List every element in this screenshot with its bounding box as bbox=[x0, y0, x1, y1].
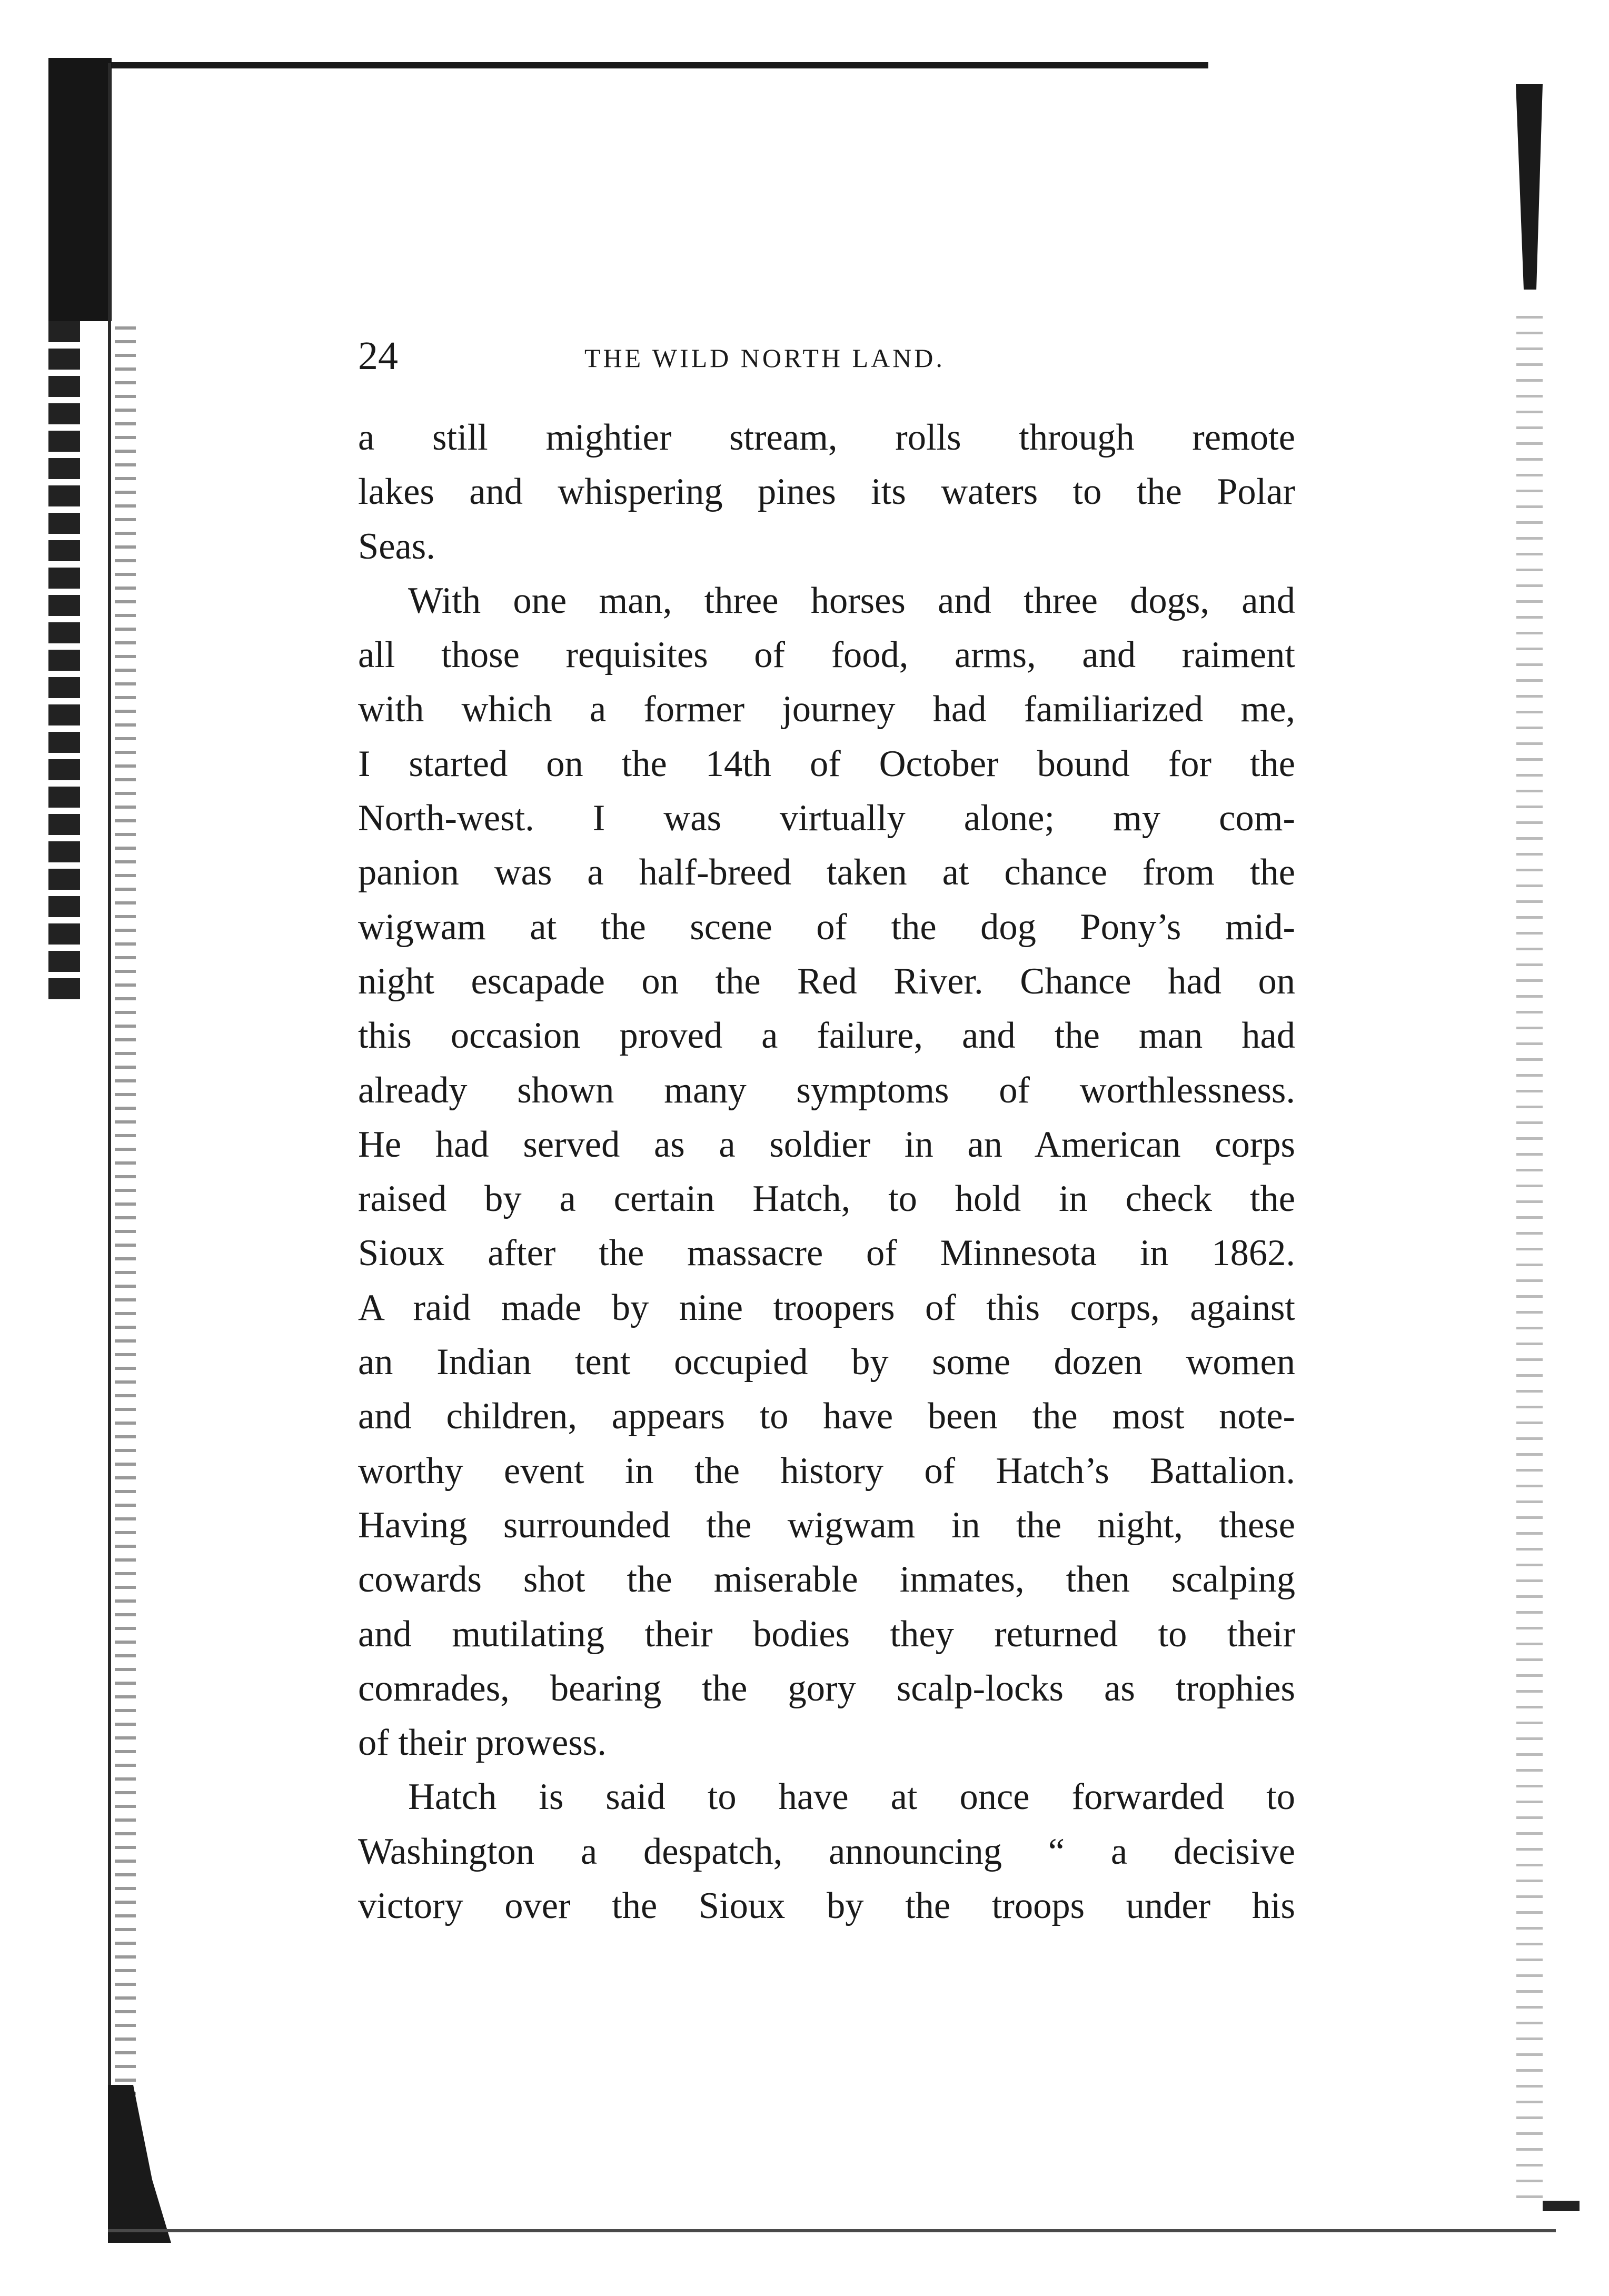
text-line: and children, appears to have been the most note- bbox=[358, 1396, 1295, 1437]
paragraph-1 bbox=[358, 411, 1295, 574]
text-line: He had served as a soldier in an American corps bbox=[358, 1124, 1295, 1165]
body-text bbox=[358, 411, 1295, 1933]
text-line: A raid made by nine troopers of this corps, against bbox=[358, 1287, 1295, 1328]
paragraph-2 bbox=[358, 574, 1295, 1771]
text-line: comrades, bearing the gory scalp-locks as trophies bbox=[358, 1667, 1295, 1709]
text-line: cowards shot the miserable inmates, then scalping bbox=[358, 1559, 1295, 1601]
running-title: THE WILD NORTH LAND. bbox=[584, 343, 945, 373]
text-line: worthy event in the history of Hatch’s Battalion. bbox=[358, 1450, 1295, 1492]
scan-edge-left-line bbox=[108, 63, 111, 2232]
bottom-rule bbox=[108, 2229, 1556, 2232]
text-line: raised by a certain Hatch, to hold in check the bbox=[358, 1178, 1295, 1220]
text-line: with which a former journey had familiarized me, bbox=[358, 689, 1295, 730]
scan-speckle-right bbox=[1516, 316, 1543, 2211]
text-line: an Indian tent occupied by some dozen women bbox=[358, 1341, 1295, 1383]
top-rule bbox=[108, 62, 1208, 68]
text-line: all those requisites of food, arms, and raiment bbox=[358, 634, 1295, 676]
text-line: night escapade on the Red River. Chance had on bbox=[358, 960, 1295, 1002]
text-line: I started on the 14th of October bound for the bbox=[358, 743, 1295, 784]
text-line: Sioux after the massacre of Minnesota in 1862. bbox=[358, 1233, 1295, 1274]
scan-edge-left-bottom bbox=[108, 2085, 171, 2243]
text-line: and mutilating their bodies they returned to their bbox=[358, 1613, 1295, 1655]
text-line: North-west. I was virtually alone; my com- bbox=[358, 798, 1295, 839]
text-line: lakes and whispering pines its waters to the Polar bbox=[358, 471, 1295, 513]
text-line: wigwam at the scene of the dog Pony’s mid- bbox=[358, 906, 1295, 948]
text-line: of their prowess. bbox=[358, 1722, 607, 1764]
scan-speckle-left bbox=[115, 326, 136, 2222]
scan-edge-right-bottom bbox=[1543, 2201, 1580, 2211]
text-line: this occasion proved a failure, and the man had bbox=[358, 1015, 1295, 1057]
text-line: panion was a half-breed taken at chance from the bbox=[358, 852, 1295, 893]
text-line: a still mightier stream, rolls through remote bbox=[358, 417, 1295, 458]
paragraph-3 bbox=[358, 1770, 1295, 1933]
text-line: Seas. bbox=[358, 525, 435, 567]
scan-edge-right-top bbox=[1511, 84, 1543, 290]
text-line: already shown many symptoms of worthlessness. bbox=[358, 1069, 1295, 1111]
page-number: 24 bbox=[358, 334, 398, 378]
page-header bbox=[358, 330, 1306, 382]
text-line: With one man, three horses and three dogs, and bbox=[408, 580, 1295, 621]
text-line: victory over the Sioux by the troops under his bbox=[358, 1885, 1295, 1927]
text-line: Washington a despatch, announcing “ a decisive bbox=[358, 1831, 1295, 1872]
scan-edge-left-strip bbox=[48, 321, 80, 1006]
scan-edge-left-top bbox=[48, 58, 112, 321]
text-line: Having surrounded the wigwam in the night, these bbox=[358, 1504, 1295, 1546]
text-line: Hatch is said to have at once forwarded to bbox=[408, 1776, 1295, 1818]
